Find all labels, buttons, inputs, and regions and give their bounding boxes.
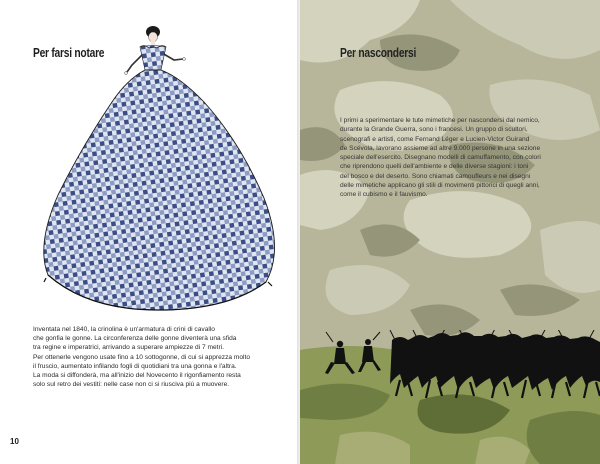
- right-page: [300, 0, 600, 464]
- left-page-body: [33, 325, 295, 389]
- text-line: che gonfia le gonne. La circonferenza delle gonne diventerà una sfida: [33, 335, 237, 343]
- right-page-heading: Per nascondersi: [340, 46, 417, 60]
- text-line: Inventata nel 1840, la crinolina è un'armatura di crini di cavallo: [33, 326, 215, 333]
- right-page-body: [340, 116, 596, 200]
- text-line: de Scévola, lavorano assieme ad altre 9.000 persone in una sezione: [340, 144, 541, 152]
- text-line: tra regine e imperatrici, arrivando a superare ampiezze di 7 metri.: [33, 344, 224, 352]
- marching-soldiers-illustration: [300, 330, 600, 410]
- left-page-heading: Per farsi notare: [33, 46, 105, 60]
- text-line: Per ottenerle vengono usate fino a 10 sottogonne, di cui si apprezza molto: [33, 353, 251, 361]
- text-line: solo sul retro dei vestiti: nelle case non ci si riusciva più a muovere.: [33, 381, 230, 389]
- text-line: I primi a sperimentare le tute mimetiche per nascondersi dal nemico,: [340, 117, 540, 124]
- text-line: delle mimetiche applicano gli stili di movimenti pittorici di quegli anni,: [340, 182, 540, 190]
- text-line: durante la Grande Guerra, sono i francesi. Un gruppo di scultori,: [340, 126, 528, 134]
- page-number: 10: [10, 437, 19, 446]
- text-line: scenografi e artisti, come Fernand Léger e Lucien-Victor Guirand: [340, 135, 530, 143]
- crinoline-dress-illustration: [28, 20, 288, 312]
- text-line: La moda si diffonderà, ma all'inizio del Novecento il rigonfiamento resta: [33, 372, 241, 380]
- text-line: il fruscio, aumentato infilando fogli di quotidiani tra una gonna e l'altra.: [33, 362, 237, 370]
- text-line: che riprendono quelli dell'ambiente e delle diverse stagioni: i toni: [340, 163, 529, 171]
- text-line: speciale dell'esercito. Disegnano modelli di camuffamento, con colori: [340, 154, 541, 162]
- text-line: del bosco e del deserto. Sono chiamati camoufleurs e nei disegni: [340, 172, 531, 180]
- text-line: come il cubismo e il fauvismo.: [340, 191, 428, 199]
